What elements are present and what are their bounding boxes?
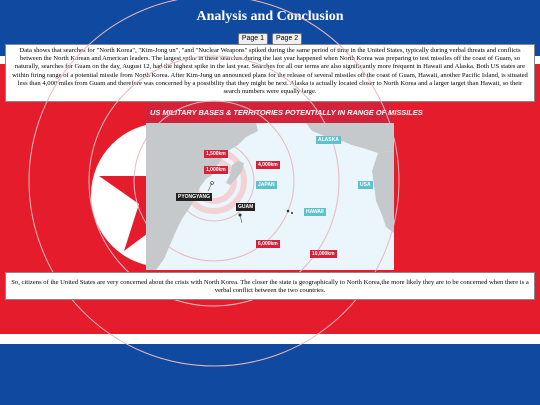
place-label-japan: JAPAN (258, 182, 275, 188)
place-label-guam: GUAM (238, 204, 254, 210)
range-label-4000km: 4,000km (258, 162, 278, 168)
place-label-hawaii: HAWAII (306, 209, 324, 215)
place-label-alaska: ALASKA (318, 137, 339, 143)
place-label-pyongyang: PYONGYANG (178, 194, 211, 200)
page-title: Analysis and Conclusion (196, 9, 344, 24)
missile-range-map (146, 103, 423, 270)
map-header: US MILITARY BASES & TERRITORIES POTENTIALLY IN RANGE OF MISSILES (146, 103, 394, 123)
page-2-button[interactable]: Page 2 (272, 33, 302, 45)
analysis-paragraph: Data shows that searches for "North Korea", "Kim-Jong un", "and "Nuclear Weapons" spiked during the same period of time in the United States, typically during verbal threats and conflicts between the North Korean and American leaders. The largest spike in these searches during the last year happened when North Korea was preparing to test missiles off the coast of Guam, so naturally, searches for Guam on the day, August 12, had the highest spike in the last year. Searches for all our terms are also significantly more frequent in Hawaii and Alaska. Both US states are within firing range of a potential missile from North Korea. After Kim-Jung un announced plans for the release of several missiles off the coast of Guam, Hawaii, another Pacific Island, is situated less than 4,000 miles from Guam and therefore was concerned by a possibility that they might be next. Alaska is actually located closer to North Korea and a larger target than Hawaii, so their search numbers were equally large. (5, 44, 535, 102)
range-label-10000km: 10,000km (312, 251, 335, 257)
place-label-usa: USA (360, 182, 371, 188)
range-label-1000km: 1,000km (206, 167, 226, 173)
page-1-button[interactable]: Page 1 (238, 33, 268, 45)
flag-band-white-bottom (0, 334, 540, 344)
flag-band-blue-bottom (0, 344, 540, 405)
conclusion-paragraph: So, citizens of the United States are very concerned about the crisis with North Korea. The closer the state is geographically to North Korea,the more likely they are to be concerned when there is a verbal conflict between the two countries. (5, 272, 535, 300)
range-label-6000km: 6,000km (258, 241, 278, 247)
range-label-1500km: 1,500km (206, 151, 226, 157)
